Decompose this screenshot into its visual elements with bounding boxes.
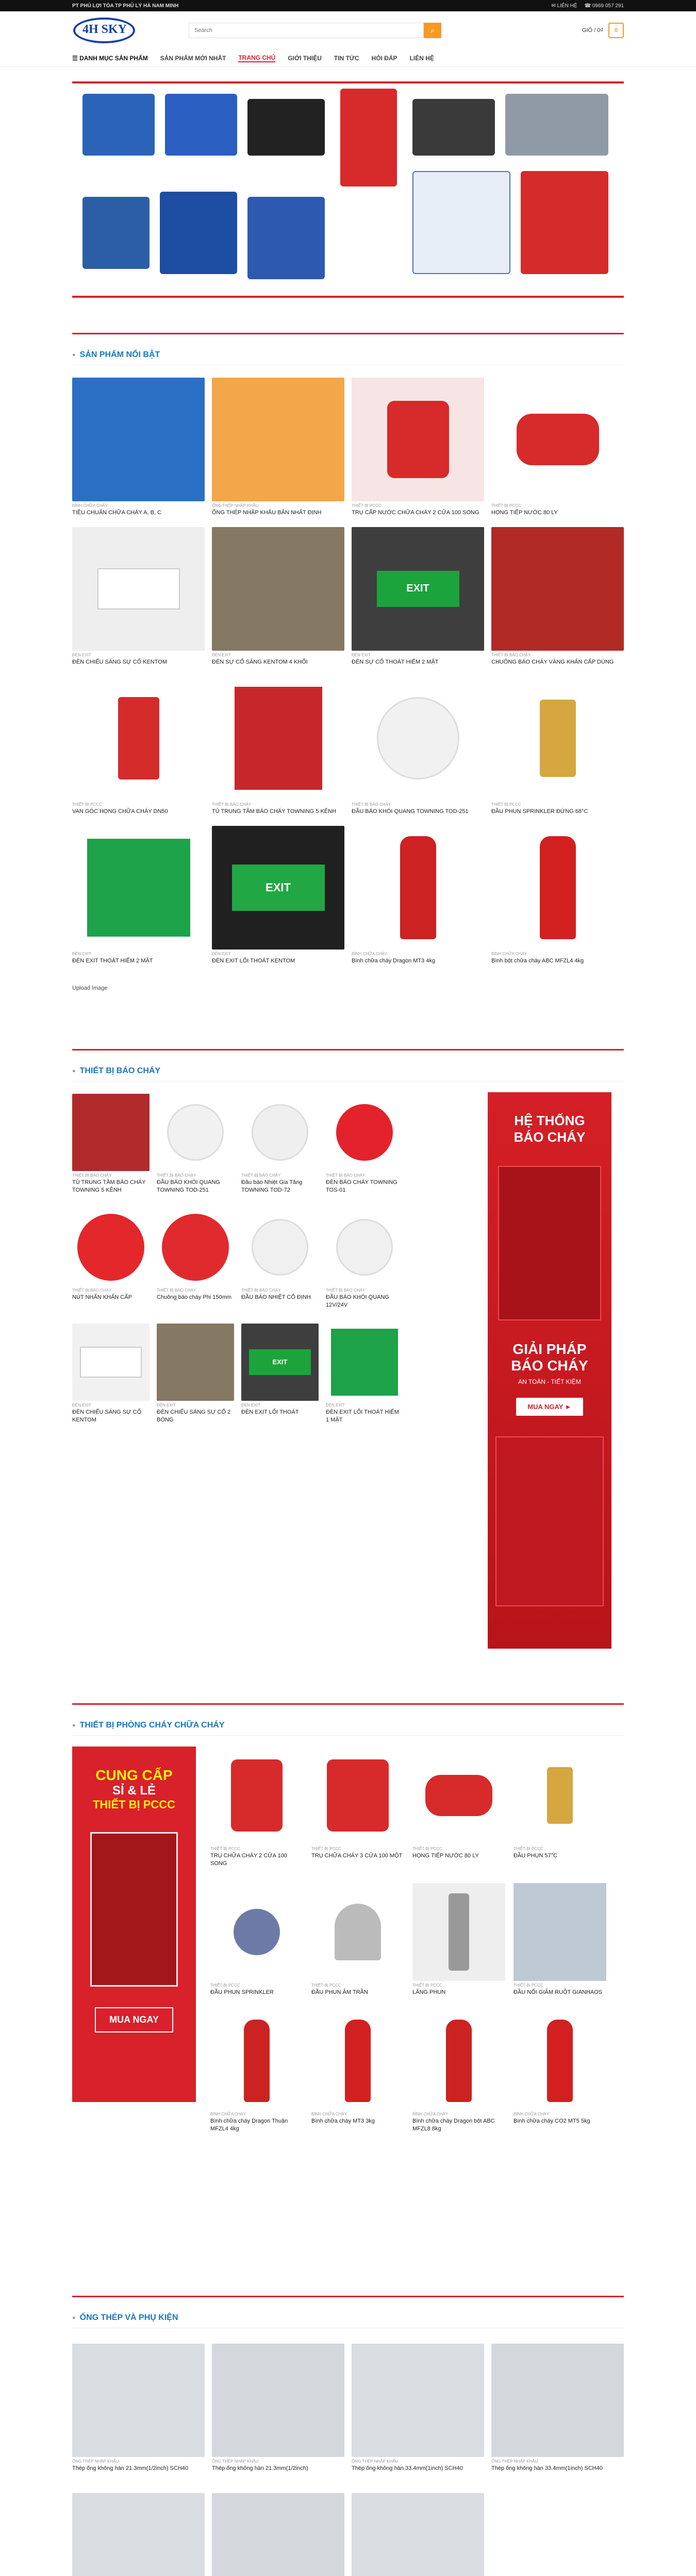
product-name[interactable]: Đầu báo Nhiệt Gia Tăng TOWNING TOD-72 (241, 1179, 303, 1194)
product-image[interactable] (210, 1747, 303, 1844)
product-category: THIẾT BỊ PCCC (412, 1983, 442, 1988)
product-grid (72, 378, 624, 964)
product-name[interactable]: ĐẦU PHUN SPRINKLER (210, 1989, 274, 1996)
product-card[interactable] (210, 1883, 303, 1996)
product-card[interactable] (212, 826, 344, 965)
site-logo[interactable] (72, 14, 137, 46)
product-name[interactable]: ĐÈN BÁO CHÁY TOWNING TOS-01 (326, 1179, 397, 1194)
product-image[interactable] (412, 1747, 505, 1844)
product-image[interactable] (241, 1209, 319, 1286)
product-name[interactable]: TRỤ CHỮA CHÁY 2 CỬA 100 SONG (210, 1853, 287, 1867)
nav-item-about[interactable]: GIỚI THIỆU (288, 55, 322, 62)
nav-item-contact[interactable]: LIÊN HỆ (409, 55, 434, 62)
product-category: ĐÈN EXIT (352, 652, 371, 657)
product-name[interactable]: Thép ống không hàn 33.4mm(1inch) SCH40 (352, 2465, 463, 2472)
product-image[interactable] (212, 527, 344, 651)
product-image[interactable] (72, 1209, 150, 1286)
product-card[interactable] (352, 527, 484, 666)
product-category: BÌNH CHỮA CHÁY (513, 2111, 550, 2116)
product-category: THIẾT BỊ PCCC (513, 1846, 543, 1852)
product-category: THIẾT BỊ BÁO CHÁY (157, 1288, 196, 1293)
product-category: BÌNH CHỮA CHÁY (412, 2111, 449, 2116)
product-name[interactable]: ĐÈN SỰ CỐ SÁNG KENTOM 4 KHỐI (212, 658, 308, 665)
product-card[interactable] (72, 676, 205, 816)
product-category: THIẾT BỊ BÁO CHÁY (352, 802, 391, 807)
product-category: ĐÈN EXIT (241, 1402, 260, 1408)
product-image[interactable] (513, 1883, 606, 1981)
product-image[interactable] (491, 378, 624, 501)
ad-line-1: CUNG CẤP (95, 1767, 173, 1784)
product-card[interactable] (491, 676, 624, 816)
product-image[interactable] (72, 2344, 205, 2457)
pccc-ad-banner[interactable] (72, 1747, 196, 2102)
cart-label[interactable]: GIỎ / 0₫ (582, 27, 603, 33)
section-title[interactable]: ỐNG THÉP VÀ PHỤ KIỆN (79, 2313, 178, 2322)
product-card[interactable] (241, 1094, 319, 1194)
product-name[interactable]: ĐÈN EXIT THOÁT HIỂM 2 MẶT (72, 957, 153, 964)
product-category: THIẾT BỊ PCCC (491, 503, 521, 508)
product-card[interactable] (157, 1094, 234, 1194)
product-card[interactable] (72, 1209, 150, 1309)
product-name[interactable]: Thép ống không hàn 21.3mm(1/2inch) (212, 2465, 308, 2472)
product-image[interactable] (212, 2493, 344, 2576)
product-card[interactable] (412, 1747, 505, 1868)
product-card[interactable] (72, 2493, 205, 2576)
product-category: THIẾT BỊ PCCC (311, 1983, 341, 1988)
product-category: THIẾT BỊ BÁO CHÁY (241, 1173, 281, 1178)
product-category: ĐÈN EXIT (72, 951, 91, 956)
product-category: THIẾT BỊ PCCC (311, 1846, 341, 1852)
logo-text: 4H SKY (82, 23, 127, 36)
product-category: THIẾT BỊ BÁO CHÁY (72, 1173, 112, 1178)
product-card[interactable] (513, 1747, 606, 1868)
product-card[interactable] (412, 2012, 505, 2133)
product-card[interactable] (210, 1747, 303, 1868)
product-image[interactable] (412, 1883, 505, 1981)
product-card[interactable] (352, 378, 484, 517)
section-bullet-icon: ● (72, 2314, 76, 2321)
nav-item-home[interactable]: TRANG CHỦ (238, 54, 276, 61)
product-card[interactable] (513, 1883, 606, 1996)
product-card[interactable] (352, 2344, 484, 2472)
product-category: THIẾT BỊ BÁO CHÁY (241, 1288, 281, 1293)
product-name[interactable]: HỌNG TIẾP NƯỚC 80 LY (412, 1853, 479, 1859)
product-name[interactable]: ĐẦU BÁO NHIỆT CỐ ĐỊNH (241, 1294, 311, 1301)
ad-title: HỆ THỐNG BÁO CHÁY (513, 1113, 586, 1145)
header (0, 11, 696, 49)
section-title[interactable]: THIẾT BỊ BÁO CHÁY (79, 1066, 161, 1075)
product-card[interactable] (513, 2012, 606, 2133)
product-name[interactable]: Bình chữa cháy Dragon Thuận MFZL4 4kg (210, 2117, 288, 2132)
section-fire-fighting (72, 1703, 624, 2296)
product-name[interactable]: Bình chữa cháy Dragon bột ABC MFZL8 8kg (412, 2117, 495, 2132)
product-name[interactable]: TỦ TRUNG TÂM BÁO CHÁY TOWNING 5 KÊNH (212, 808, 337, 815)
product-grid (210, 1747, 606, 2132)
product-image[interactable]: EXIT (212, 826, 344, 950)
product-card[interactable] (212, 2344, 344, 2472)
product-grid (72, 1094, 407, 1423)
product-image[interactable] (212, 676, 344, 800)
banner-meter-image (82, 197, 150, 269)
search-button[interactable] (424, 23, 441, 38)
category-menu-label: DANH MỤC SẢN PHẨM (79, 55, 148, 62)
product-image[interactable] (72, 2493, 205, 2576)
product-name[interactable]: ỐNG THÉP NHẬP KHẨU BẢN NHẤT ĐỊNH (212, 510, 322, 516)
product-category: THIẾT BỊ PCCC (412, 1846, 442, 1852)
product-image[interactable] (311, 1883, 404, 1981)
product-image[interactable] (491, 527, 624, 651)
product-name[interactable]: Thép ống không hàn 21.3mm(1/2inch) SCH40 (72, 2465, 189, 2472)
product-name[interactable]: TIÊU CHUẨN CHỮA CHÁY A, B, C (72, 510, 162, 516)
banner-pipe-elbow-image (412, 99, 495, 156)
ad-product-image (498, 1166, 601, 1320)
product-image[interactable] (412, 2012, 505, 2110)
search-input[interactable] (189, 23, 424, 38)
product-image[interactable] (72, 676, 205, 800)
product-image[interactable] (157, 1094, 234, 1171)
product-name[interactable]: Bình bột chữa cháy ABC MFZL4 4kg (491, 957, 584, 964)
product-name[interactable]: ĐÈN SỰ CỐ THOÁT HIỂM 2 MẶT (352, 658, 439, 665)
product-name[interactable]: Bình chữa cháy Dragon MT3 4kg (352, 957, 436, 964)
product-card[interactable] (491, 2344, 624, 2472)
product-name[interactable]: ĐÈN CHIẾU SÁNG SỰ CỐ KENTOM (72, 658, 167, 665)
product-card[interactable] (352, 676, 484, 816)
product-name[interactable]: ĐẦU BÁO KHÓI QUANG TOWNING TOD-251 (352, 808, 469, 815)
search-bar (189, 23, 441, 38)
product-image[interactable]: EXIT (241, 1324, 319, 1401)
product-name[interactable]: ĐÈN CHIẾU SÁNG SỰ CỐ KENTOM (72, 1409, 142, 1423)
product-category: ỐNG THÉP NHẬP KHẨU (491, 2459, 538, 2464)
product-category: ĐÈN EXIT (212, 951, 231, 956)
product-name[interactable]: Chuông báo cháy Phi 150mm (157, 1294, 231, 1301)
product-card[interactable] (157, 1209, 234, 1309)
product-image[interactable] (311, 2012, 404, 2110)
product-image[interactable] (491, 676, 624, 800)
product-name[interactable]: VAN GÓC HỌNG CHỮA CHÁY DN50 (72, 808, 168, 815)
product-image[interactable] (210, 1883, 303, 1981)
product-image[interactable] (72, 378, 205, 501)
ad-buy-button[interactable]: MUA NGAY ► (516, 1398, 583, 1416)
section-title[interactable]: SẢN PHẨM NỔI BẬT (79, 350, 160, 359)
product-card[interactable] (352, 826, 484, 965)
product-name[interactable]: LĂNG PHUN (412, 1989, 446, 1996)
product-card[interactable] (241, 1209, 319, 1309)
product-name[interactable]: ĐẦU PHUN ÂM TRẦN (311, 1989, 368, 1996)
product-name[interactable]: TỦ TRUNG TÂM BÁO CHÁY TOWNING 5 KÊNH (72, 1179, 146, 1194)
section-divider (72, 1703, 624, 1705)
section-divider (72, 333, 624, 334)
section-title-bar (72, 1715, 624, 1736)
product-category: ỐNG THÉP NHẬP KHẨU (72, 2459, 119, 2464)
product-category: ĐÈN EXIT (212, 652, 231, 657)
banner-fire-cabinet-image (521, 171, 608, 274)
hero-banner[interactable] (72, 81, 624, 298)
product-image[interactable] (326, 1324, 403, 1401)
topbar-contact-label: LIÊN HỆ (557, 3, 577, 9)
product-category: ỐNG THÉP NHẬP KHẨU (212, 2459, 259, 2464)
banner-rubber-joint-image (247, 99, 325, 156)
product-card[interactable] (491, 378, 624, 517)
section-title-bar (72, 1061, 624, 1081)
product-image[interactable] (513, 2012, 606, 2110)
product-image[interactable] (72, 826, 205, 950)
product-name[interactable]: HỌNG TIẾP NƯỚC 80 LY (491, 510, 558, 516)
product-name[interactable]: ĐẦU BÁO KHÓI QUANG 12V/24V (326, 1294, 389, 1308)
product-image[interactable] (241, 1094, 319, 1171)
product-name[interactable]: Bình chữa cháy CO2 MT5 5kg (513, 2117, 590, 2124)
product-category: THIẾT BỊ BÁO CHÁY (326, 1288, 366, 1293)
product-image[interactable] (311, 1747, 404, 1844)
product-card[interactable] (157, 1324, 234, 1424)
product-name[interactable]: ĐẦU NỐI GIẢM RUỘT GIANHAOS (513, 1989, 603, 1996)
product-card[interactable] (352, 2493, 484, 2576)
product-image[interactable] (212, 378, 344, 501)
section-divider (72, 1049, 624, 1050)
product-category: ĐÈN EXIT (72, 652, 91, 657)
banner-sprinkler-diagram-image (412, 171, 510, 274)
topbar-address: PT PHÚ LỢI TÒA TP PHỦ LÝ HÀ NAM MINH (72, 3, 179, 9)
product-name[interactable]: ĐÈN EXIT LỐI THOÁT (241, 1409, 299, 1415)
banner-water-meter-image (82, 94, 155, 156)
product-card[interactable] (210, 2012, 303, 2133)
product-category: THIẾT BỊ PCCC (513, 1983, 543, 1988)
product-card[interactable] (491, 527, 624, 666)
product-image[interactable] (513, 1747, 606, 1844)
product-grid (72, 2344, 624, 2576)
topbar-contact-link[interactable]: ✉ LIÊN HỆ (551, 3, 577, 9)
product-image[interactable] (157, 1324, 234, 1401)
product-card[interactable] (311, 1883, 404, 1996)
ad-slogan: AN TOÀN - TIẾT KIỆM (518, 1378, 581, 1385)
ad-line-2: SỈ & LẺ (112, 1784, 156, 1798)
ad-equipment-image (495, 1436, 604, 1606)
section-title-bar (72, 345, 624, 365)
product-name[interactable]: TRỤ CẤP NƯỚC CHỮA CHÁY 2 CỬA 100 SONG (352, 510, 479, 516)
fire-alarm-ad-banner[interactable] (488, 1092, 611, 1649)
product-card[interactable] (326, 1324, 403, 1424)
product-category: THIẾT BỊ BÁO CHÁY (72, 1288, 112, 1293)
product-category: THIẾT BỊ PCCC (352, 503, 382, 508)
ad-subtitle: GIẢI PHÁP BÁO CHÁY (511, 1341, 588, 1374)
product-name[interactable]: ĐÈN EXIT LỐI THOÁT KENTOM (212, 957, 295, 964)
product-image[interactable] (352, 676, 484, 800)
product-card[interactable] (491, 826, 624, 965)
product-category: THIẾT BỊ PCCC (72, 802, 102, 807)
topbar-phone[interactable]: ☎ 0969 057 291 (584, 3, 624, 9)
product-category: BÌNH CHỮA CHÁY (352, 951, 388, 956)
banner-check-valve-image (160, 192, 237, 274)
product-card[interactable] (72, 2344, 205, 2472)
section-title[interactable]: THIẾT BỊ PHÒNG CHÁY CHỮA CHÁY (79, 1720, 225, 1730)
section-hot-products (72, 333, 624, 991)
product-category: ỐNG THÉP NHẬP KHẨU (352, 2459, 399, 2464)
product-image[interactable] (72, 1324, 150, 1401)
ad-cabinet-image (90, 1832, 178, 1987)
product-image[interactable] (212, 2344, 344, 2457)
banner-steel-pipes-image (505, 94, 608, 156)
product-image[interactable] (491, 2344, 624, 2457)
product-category: THIẾT BỊ BÁO CHÁY (212, 802, 252, 807)
cart-count: 0 (614, 27, 618, 33)
product-image[interactable] (326, 1209, 403, 1286)
product-image[interactable] (72, 1094, 150, 1171)
product-category: THIẾT BỊ BÁO CHÁY (157, 1173, 196, 1178)
product-category: ĐÈN EXIT (326, 1402, 345, 1408)
product-name[interactable]: ĐẦU BÁO KHÓI QUANG TOWNING TOD-251 (157, 1179, 220, 1194)
product-image[interactable] (352, 2493, 484, 2576)
section-steel-pipe (72, 2296, 624, 2576)
upload-image-link[interactable]: Upload Image (72, 985, 108, 992)
product-category: BÌNH CHỮA CHÁY (210, 2111, 246, 2116)
product-category: THIẾT BỊ PCCC (210, 1846, 240, 1852)
product-card[interactable] (72, 527, 205, 666)
product-card[interactable] (72, 826, 205, 965)
product-category: ĐÈN EXIT (157, 1402, 176, 1408)
product-card[interactable] (326, 1209, 403, 1309)
product-image[interactable] (352, 378, 484, 501)
product-category: BÌNH CHỮA CHÁY (311, 2111, 347, 2116)
product-category: THIẾT BỊ PCCC (210, 1983, 240, 1988)
ad-buy-button[interactable]: MUA NGAY (95, 2007, 173, 2032)
product-name[interactable]: Thép ống không hàn 33.4mm(1inch) SCH40 (491, 2465, 603, 2472)
product-category: BÌNH CHỮA CHÁY (491, 951, 527, 956)
product-card[interactable] (212, 527, 344, 666)
product-name[interactable]: ĐÈN EXIT LỐI THOÁT HIỂM 1 MẶT (326, 1409, 399, 1423)
product-name[interactable]: ĐẦU PHUN SPRINKLER ĐỨNG 68°C (491, 808, 588, 815)
product-category: ỐNG THÉP NHẬP KHẨU (212, 503, 259, 508)
topbar-phone-number: 0969 057 291 (592, 3, 624, 9)
product-image[interactable] (491, 826, 624, 950)
section-fire-alarm (72, 1049, 624, 1667)
product-card[interactable] (212, 676, 344, 816)
product-card[interactable] (212, 2493, 344, 2576)
category-menu-button[interactable]: ☰ DANH MỤC SẢN PHẨM (72, 55, 148, 62)
search-icon: ⌕ (430, 26, 435, 35)
nav-item-faq[interactable]: HỎI ĐÁP (371, 55, 397, 62)
product-name[interactable]: Bình chữa cháy MT3 3kg (311, 2117, 375, 2124)
product-image[interactable]: EXIT (352, 527, 484, 651)
product-card[interactable] (326, 1094, 403, 1194)
product-card[interactable] (212, 378, 344, 517)
product-name[interactable]: NÚT NHẤN KHẨN CẤP (72, 1294, 132, 1301)
product-category: ĐÈN EXIT (72, 1402, 91, 1408)
product-category: THIẾT BỊ BÁO CHÁY (491, 652, 531, 657)
product-image[interactable] (72, 527, 205, 651)
product-name[interactable]: TRỤ CHỮA CHÁY 3 CỬA 100 MỘT (311, 1853, 403, 1859)
banner-gate-valve-image (165, 94, 237, 156)
nav-item-news[interactable]: TIN TỨC (334, 55, 359, 62)
product-category: THIẾT BỊ PCCC (491, 802, 521, 807)
product-card[interactable] (311, 1747, 404, 1868)
product-card[interactable] (72, 1094, 150, 1194)
product-name[interactable]: CHUÔNG BÁO CHÁY VÀNG KHẨN CẤP DÙNG (491, 658, 614, 665)
product-name[interactable]: ĐẦU PHUN 57°C (513, 1853, 558, 1859)
banner-fire-hydrant-image (340, 89, 397, 187)
section-title-bar (72, 2308, 624, 2328)
section-bullet-icon: ● (72, 351, 76, 358)
cart-icon[interactable] (608, 23, 624, 38)
section-bullet-icon: ● (72, 1067, 76, 1074)
section-bullet-icon: ● (72, 1722, 76, 1728)
top-bar (0, 0, 696, 11)
product-card[interactable] (241, 1324, 319, 1424)
product-image[interactable] (352, 826, 484, 950)
section-divider (72, 2296, 624, 2297)
product-category: THIẾT BỊ BÁO CHÁY (326, 1173, 366, 1178)
nav-item-new[interactable]: SẢN PHẨM MỚI NHẤT (160, 55, 226, 62)
product-category: BÌNH CHỮA CHÁY (72, 503, 108, 508)
product-card[interactable] (412, 1883, 505, 1996)
product-name[interactable]: ĐÈN CHIẾU SÁNG SỰ CỐ 2 BÓNG (157, 1409, 231, 1423)
ad-line-3: THIẾT BỊ PCCC (92, 1798, 176, 1811)
product-card[interactable] (311, 2012, 404, 2133)
product-image[interactable] (157, 1209, 234, 1286)
main-nav (0, 49, 696, 67)
product-image[interactable] (326, 1094, 403, 1171)
product-image[interactable] (352, 2344, 484, 2457)
product-card[interactable] (72, 378, 205, 517)
banner-valve-image (247, 197, 325, 279)
product-image[interactable] (210, 2012, 303, 2110)
product-card[interactable] (72, 1324, 150, 1424)
